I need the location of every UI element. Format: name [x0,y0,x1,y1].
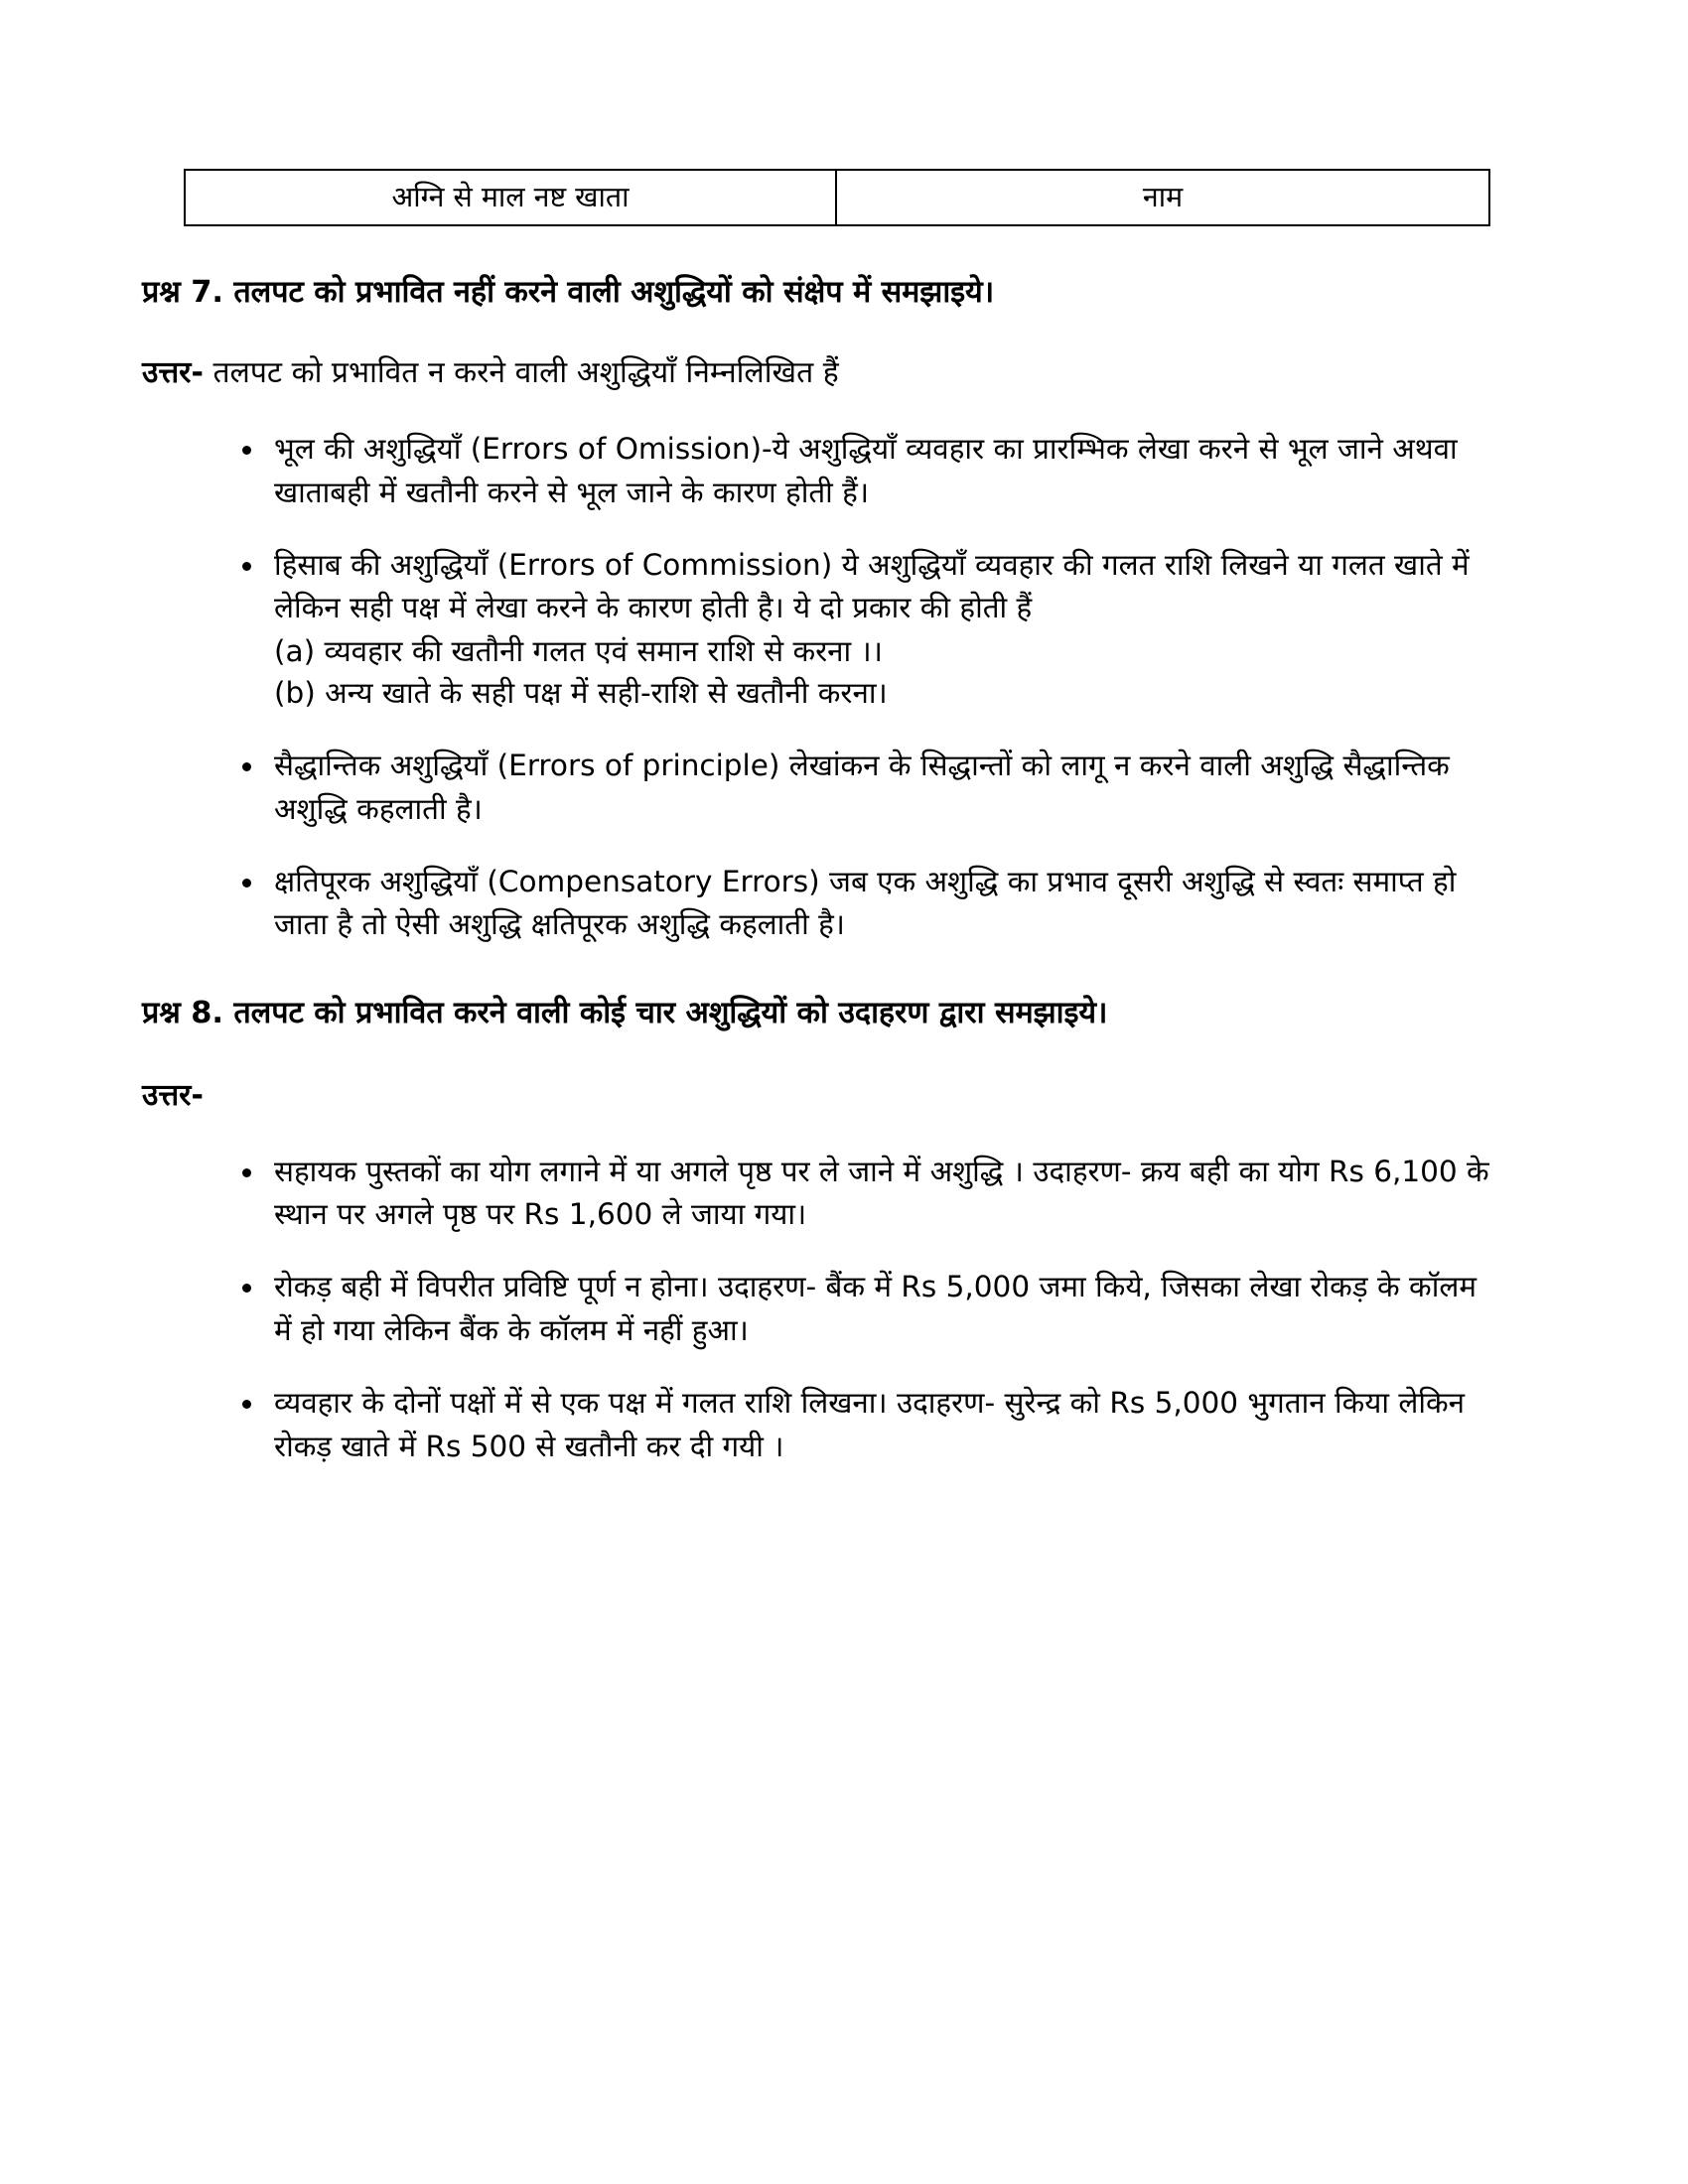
list-item [242,1266,1495,1352]
bullet-text: भूल की अशुद्धियाँ (Errors of Omission)-ये अशुद्धियाँ व्यवहार का प्रारम्भिक लेखा करने से भूल जाने अथवा खाताबही में खतौनी करने से भूल जाने के कारण होती हैं। [274,432,1458,509]
sub-line-b: (b) अन्य खाते के सही पक्ष में सही-राशि से खतौनी करना। [274,676,888,711]
bullet-text: हिसाब की अशुद्धियाँ (Errors of Commission) ये अशुद्धियाँ व्यवहार की गलत राशि लिखने या गलत खाते में लेकिन सही पक्ष में लेखा करने के कारण होती है। ये दो प्रकार की होती हैं [274,547,1470,625]
question-7-bullet-list [187,428,1514,946]
answer-text: तलपट को प्रभावित न करने वाली अशुद्धियाँ निम्नलिखित हैं [203,355,839,391]
ledger-debit-label-cell: नाम [836,170,1489,225]
bullet-text: व्यवहार के दोनों पक्षों में से एक पक्ष में गलत राशि लिखना। [274,1386,888,1421]
bullet-text: सहायक पुस्तकों का योग लगाने में या अगले पृष्ठ पर ले जाने में अशुद्धि । [274,1154,1024,1188]
question-8-answer-intro [142,1075,1514,1117]
bullet-text: सैद्धान्तिक अशुद्धियाँ (Errors of principle) लेखांकन के सिद्धान्तों को लागू न करने वाली अशुद्धि सैद्धान्तिक अशुद्धि कहलाती है। [274,749,1450,826]
bullet-sub-lines [274,630,1495,716]
answer-label: उत्तर- [142,355,204,391]
ledger-account-name-cell: अग्नि से माल नष्ट खाता [185,170,836,225]
list-item [242,1382,1495,1468]
ledger-table [184,169,1490,226]
table-row [185,170,1489,225]
list-item [242,861,1495,947]
question-8-bullet-list [187,1151,1514,1468]
bullet-example: उदाहरण- क्रय बही का योग Rs 6,100 के स्थान पर अगले पृष्ठ पर Rs 1,600 ले जाया गया। [274,1154,1489,1232]
bullet-example: उदाहरण- बैंक में Rs 5,000 जमा किये, जिसका लेखा रोकड़ के कॉलम में हो गया लेकिन बैंक के कॉलम में नहीं हुआ। [274,1270,1477,1347]
list-item [242,544,1495,715]
list-item [242,1151,1495,1237]
question-7-heading: प्रश्न 7. तलपट को प्रभावित नहीं करने वाली अशुद्धियों को संक्षेप में समझाइये। [142,275,995,310]
list-item [242,745,1495,831]
list-item [242,428,1495,514]
bullet-text: क्षतिपूरक अशुद्धियाँ (Compensatory Errors) जब एक अशुद्धि का प्रभाव दूसरी अशुद्धि से स्वतः समाप्त हो जाता है तो ऐसी अशुद्धि क्षतिपूरक अशुद्धि कहलाती है। [274,864,1457,942]
sub-line-a: (a) व्यवहार की खतौनी गलत एवं समान राशि से करना ।। [274,633,883,668]
ledger-table-body [185,170,1489,225]
question-7-answer-intro [142,352,1514,394]
bullet-example: उदाहरण- सुरेन्द्र को Rs 5,000 भुगतान किया लेकिन रोकड़ खाते में Rs 500 से खतौनी कर दी गयी । [274,1386,1466,1463]
bullet-text: रोकड़ बही में विपरीत प्रविष्टि पूर्ण न होना। [274,1270,709,1304]
question-8-heading: प्रश्न 8. तलपट को प्रभावित करने वाली कोई चार अशुद्धियों को उदाहरण द्वारा समझाइये। [142,995,1108,1030]
answer-label: उत्तर- [142,1077,204,1113]
